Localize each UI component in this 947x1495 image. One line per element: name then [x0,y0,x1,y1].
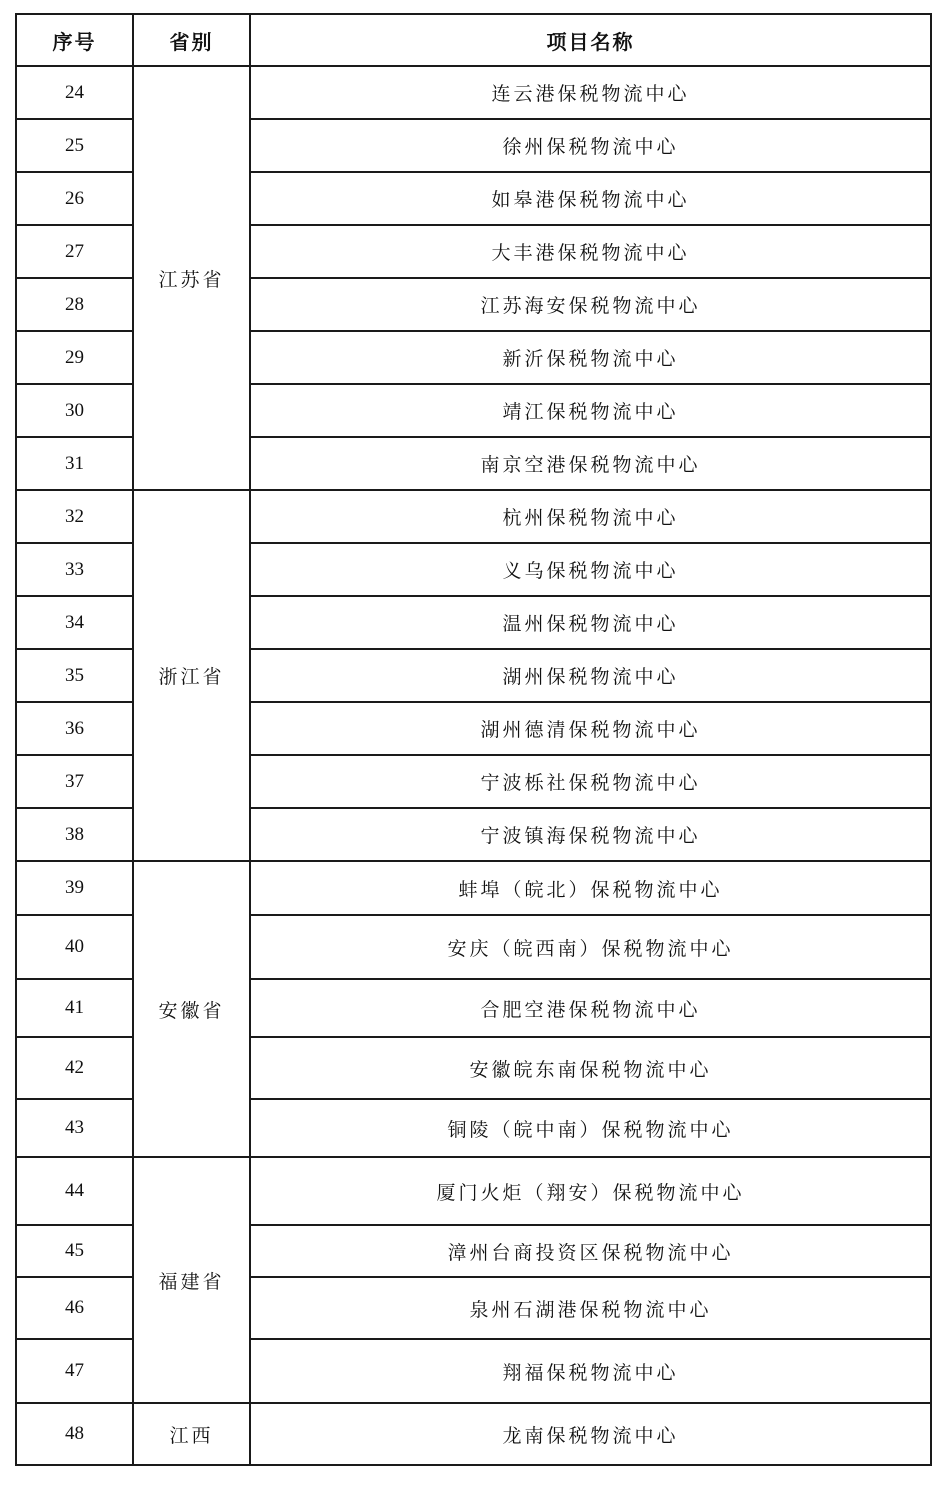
province-cell: 江苏省 [133,66,250,490]
table-row [16,1157,931,1225]
serial-number-cell: 31 [16,437,133,490]
serial-number-cell: 26 [16,172,133,225]
serial-number-cell: 38 [16,808,133,861]
province-cell: 江西 [133,1403,250,1465]
project-name-cell: 龙南保税物流中心 [250,1403,931,1465]
serial-number-cell: 30 [16,384,133,437]
project-name-cell: 徐州保税物流中心 [250,119,931,172]
table-row [16,66,931,119]
header-province: 省别 [133,14,250,66]
serial-number-cell: 41 [16,979,133,1037]
project-name-cell: 安庆（皖西南）保税物流中心 [250,915,931,979]
project-name-cell: 如皋港保税物流中心 [250,172,931,225]
header-row [16,14,931,66]
project-name-cell: 南京空港保税物流中心 [250,437,931,490]
serial-number-cell: 40 [16,915,133,979]
table-row [16,490,931,543]
serial-number-cell: 35 [16,649,133,702]
serial-number-cell: 24 [16,66,133,119]
header-serial-number: 序号 [16,14,133,66]
serial-number-cell: 45 [16,1225,133,1277]
project-name-cell: 厦门火炬（翔安）保税物流中心 [250,1157,931,1225]
province-cell: 安徽省 [133,861,250,1157]
project-name-cell: 宁波栎社保税物流中心 [250,755,931,808]
project-name-cell: 义乌保税物流中心 [250,543,931,596]
project-name-cell: 靖江保税物流中心 [250,384,931,437]
project-name-cell: 铜陵（皖中南）保税物流中心 [250,1099,931,1157]
project-name-cell: 安徽皖东南保税物流中心 [250,1037,931,1099]
project-name-cell: 泉州石湖港保税物流中心 [250,1277,931,1339]
serial-number-cell: 33 [16,543,133,596]
serial-number-cell: 44 [16,1157,133,1225]
serial-number-cell: 39 [16,861,133,915]
project-name-cell: 新沂保税物流中心 [250,331,931,384]
province-cell: 浙江省 [133,490,250,861]
project-name-cell: 江苏海安保税物流中心 [250,278,931,331]
header-project-name: 项目名称 [250,14,931,66]
serial-number-cell: 25 [16,119,133,172]
serial-number-cell: 32 [16,490,133,543]
serial-number-cell: 28 [16,278,133,331]
serial-number-cell: 42 [16,1037,133,1099]
bonded-logistics-center-table [15,13,932,1466]
project-name-cell: 温州保税物流中心 [250,596,931,649]
table-row [16,861,931,915]
project-name-cell: 湖州德清保税物流中心 [250,702,931,755]
table-body [16,66,931,1465]
serial-number-cell: 43 [16,1099,133,1157]
serial-number-cell: 36 [16,702,133,755]
province-cell: 福建省 [133,1157,250,1403]
project-name-cell: 湖州保税物流中心 [250,649,931,702]
serial-number-cell: 46 [16,1277,133,1339]
project-name-cell: 大丰港保税物流中心 [250,225,931,278]
table-row [16,1403,931,1465]
project-name-cell: 蚌埠（皖北）保税物流中心 [250,861,931,915]
serial-number-cell: 47 [16,1339,133,1403]
project-name-cell: 连云港保税物流中心 [250,66,931,119]
serial-number-cell: 29 [16,331,133,384]
project-name-cell: 翔福保税物流中心 [250,1339,931,1403]
project-name-cell: 合肥空港保税物流中心 [250,979,931,1037]
serial-number-cell: 34 [16,596,133,649]
serial-number-cell: 37 [16,755,133,808]
serial-number-cell: 27 [16,225,133,278]
serial-number-cell: 48 [16,1403,133,1465]
project-name-cell: 宁波镇海保税物流中心 [250,808,931,861]
project-name-cell: 杭州保税物流中心 [250,490,931,543]
project-name-cell: 漳州台商投资区保税物流中心 [250,1225,931,1277]
